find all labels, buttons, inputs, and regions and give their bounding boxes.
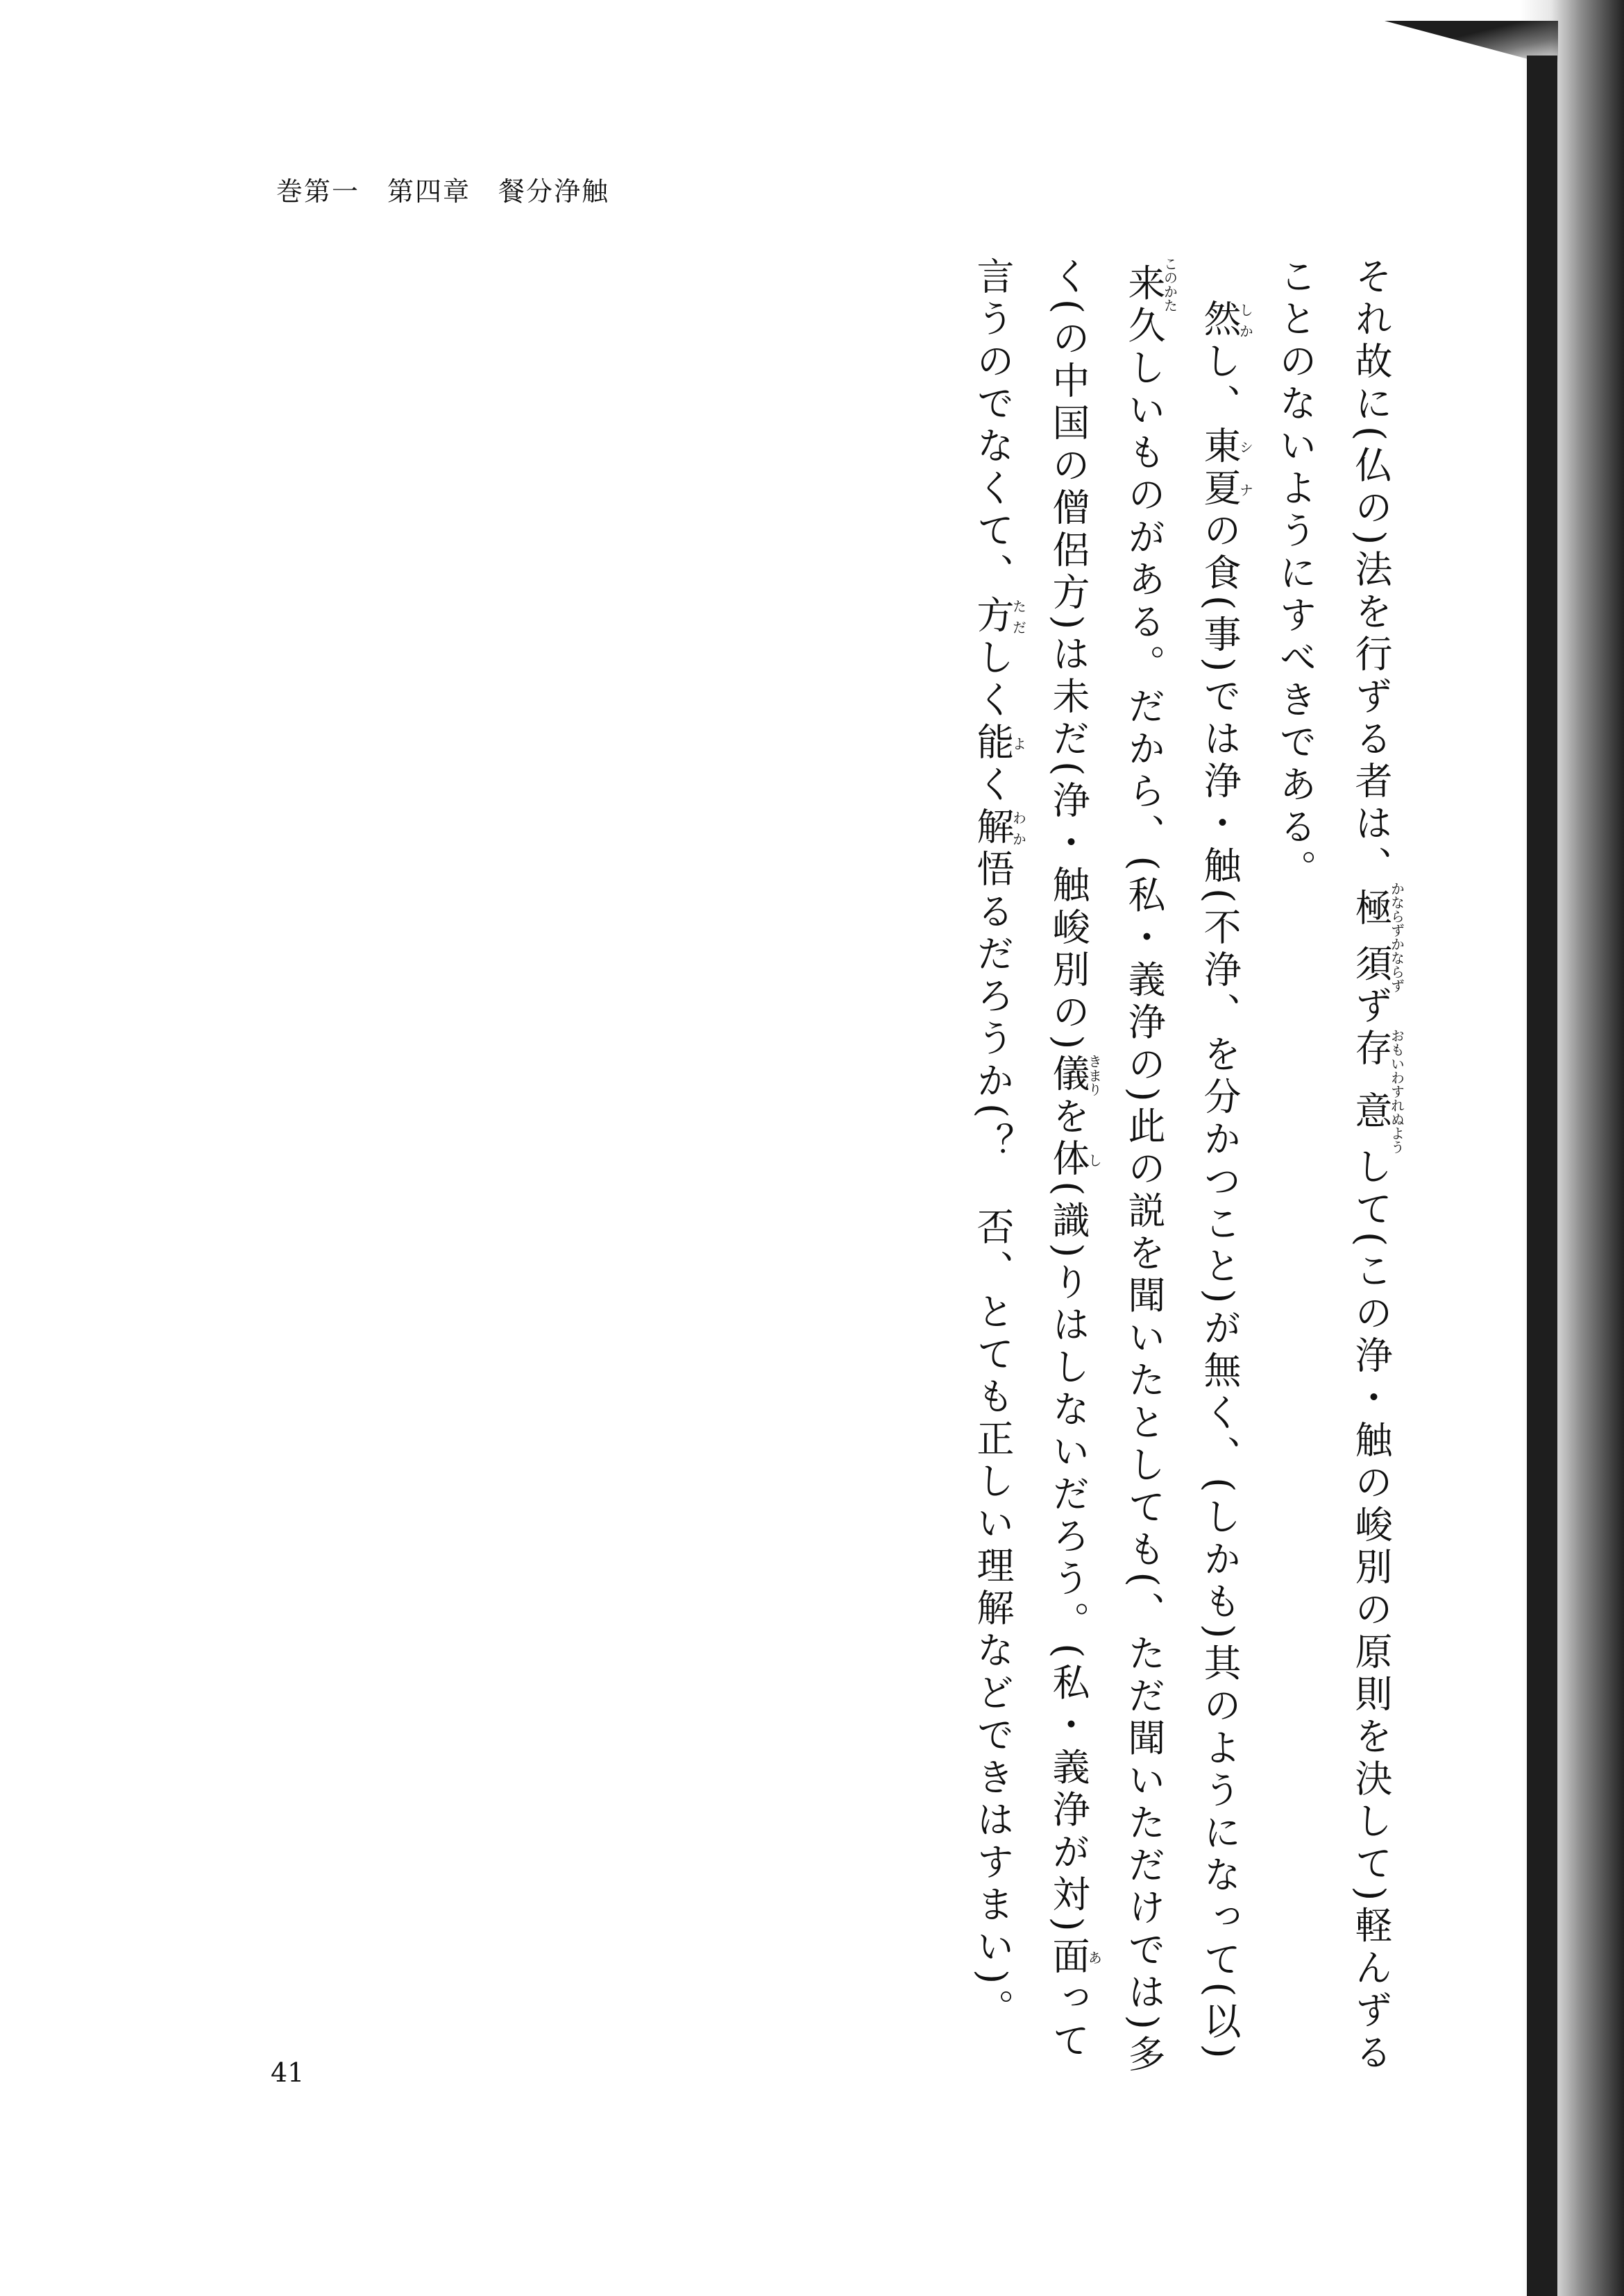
text-run: を <box>1047 1096 1090 1139</box>
ruby-annotation: 儀きまり <box>1047 1054 1103 1097</box>
text-run: (識)りはしないだろう。(私・義浄が対) <box>1047 1181 1090 1937</box>
body-text <box>955 257 1409 2089</box>
binding-edge <box>1527 56 1557 2296</box>
paragraph <box>1258 257 1409 2089</box>
text-run: 悟るだろうか(？ 否、とても正しい理解などできはすまい)。 <box>971 849 1015 2032</box>
text-run: それ故に(仏の)法を行ずる者は、 <box>1349 257 1393 889</box>
ruby-annotation: 存おもい <box>1349 1028 1405 1071</box>
ruby-annotation: 来このかた <box>1122 257 1178 312</box>
ruby-annotation: 須かならず <box>1349 937 1405 993</box>
ruby-annotation: 東夏シナ <box>1198 426 1254 511</box>
page-number: 41 <box>271 2057 305 2088</box>
ruby-annotation: 方ただ <box>971 595 1027 638</box>
text-run: 久しいものがある。だから、(私・義浄の)此の説を聞いたとしても(、ただ聞いただけでは)多く(の中国の僧侶方)は未だ(浄・触峻別の) <box>1047 257 1166 2077</box>
text-run: の食(事)では浄・触(不浄、を分かつこと)が無く、(しかも)其のようになって(以) <box>1198 511 1242 2064</box>
ruby-annotation: 然しか <box>1198 299 1254 341</box>
text-run: し、 <box>1198 341 1242 426</box>
text-run: ず <box>1349 986 1393 1029</box>
text-run: く <box>971 765 1015 807</box>
paragraph <box>955 257 1258 2089</box>
running-head: 巻第一 第四章 餐分浄触 <box>276 176 610 207</box>
ruby-annotation: 面あ <box>1047 1936 1103 1979</box>
text-run <box>1198 257 1242 299</box>
ruby-annotation: 解わか <box>971 807 1027 849</box>
text-run: しく <box>971 638 1015 722</box>
text-run: して(この浄・触の峻別の原則を決して)軽んずることのないようにすべきである。 <box>1274 257 1393 2075</box>
ruby-annotation: 能よ <box>971 722 1027 765</box>
ruby-annotation: 意わすれぬよう <box>1349 1071 1405 1155</box>
text-run: って言うのでなくて、 <box>971 257 1090 2064</box>
ruby-annotation: 体し <box>1047 1139 1103 1182</box>
ruby-annotation: 極かならず <box>1349 881 1405 937</box>
